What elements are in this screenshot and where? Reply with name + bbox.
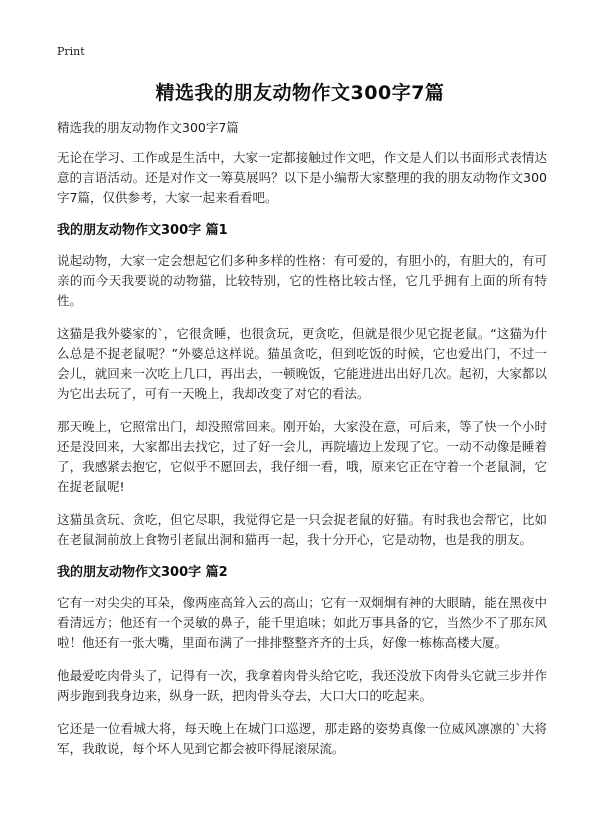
paragraph: 他最爱吃肉骨头了，记得有一次，我拿着肉骨头给它吃，我还没放下肉骨头它就三步并作两步跑到我身边来，纵身一跃，把肉骨头夺去，大口大口的吃起来。 (57, 668, 547, 703)
document-subtitle: 精选我的朋友动物作文300字7篇 (57, 120, 239, 135)
section-heading: 我的朋友动物作文300字 篇1 (57, 223, 228, 238)
document-body (57, 118, 547, 772)
paragraph: 它有一对尖尖的耳朵，像两座高耸入云的高山；它有一双炯炯有神的大眼睛，能在黑夜中看清远方；他还有一个灵敏的鼻子，能千里追味；如此万事具备的它，当然少不了那东风啦！他还有一张大嘴，里面布满了一排排整整齐齐的士兵，好像一栋栋高楼大厦。 (57, 595, 547, 650)
intro-paragraph: 无论在学习、工作或是生活中，大家一定都接触过作文吧，作文是人们以书面形式表情达意的言语活动。还是对作文一筹莫展吗？以下是小编帮大家整理的我的朋友动物作文300字7篇，仅供参考，大家一起来看看吧。 (57, 150, 547, 205)
paragraph: 这猫虽贪玩、贪吃，但它尽职，我觉得它是一只会捉老鼠的好猫。有时我也会帮它，比如在老鼠洞前放上食物引老鼠出洞和猫再一起，我十分开心，它是动物，也是我的朋友。 (57, 512, 547, 547)
print-link[interactable]: Print (57, 45, 85, 58)
section-heading: 我的朋友动物作文300字 篇2 (57, 565, 228, 580)
paragraph: 那天晚上，它照常出门，却没照常回来。刚开始，大家没在意，可后来，等了快一个小时还是没回来，大家都出去找它，过了好一会儿，再院墙边上发现了它。一动不动像是睡着了，我感紧去抱它，它似乎不愿回去，我仔细一看，哦，原来它正在守着一个老鼠洞，它在捉老鼠呢! (57, 419, 547, 494)
paragraph: 这猫是我外婆家的`，它很贪睡，也很贪玩，更贪吃，但就是很少见它捉老鼠。“这猫为什么总是不捉老鼠呢？”外婆总这样说。猫虽贪吃，但到吃饭的时候，它也爱出门，不过一会儿，就回来一次吃上几口，再出去，一顿晚饭，它能进进出出好几次。起初，大家都以为它出去玩了，可有一天晚上，我却改变了对它的看法。 (57, 326, 547, 401)
page-title: 精选我的朋友动物作文300字7篇 (155, 82, 445, 104)
paragraph: 它还是一位看城大将，每天晚上在城门口巡逻，那走路的姿势真像一位威风凛凛的`大将军，我敢说，每个坏人见到它都会被吓得屁滚尿流。 (57, 721, 547, 756)
paragraph: 说起动物，大家一定会想起它们多种多样的性格：有可爱的，有胆小的，有胆大的，有可亲的而今天我要说的动物猫，比较特别，它的性格比较古怪，它几乎拥有上面的所有特性。 (57, 253, 547, 308)
